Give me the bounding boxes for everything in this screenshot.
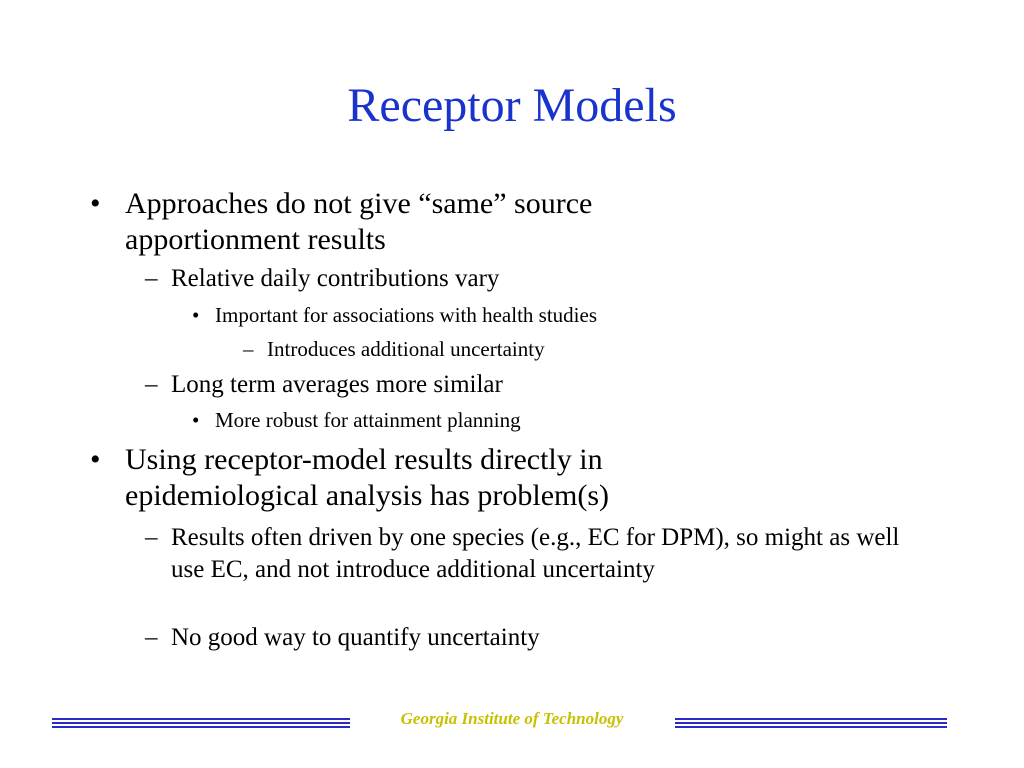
bullet-text: Important for associations with health studies <box>215 303 598 327</box>
bullet-marker: • <box>192 408 200 432</box>
bullet-text: Introduces additional uncertainty <box>267 337 545 361</box>
footer-institution: Georgia Institute of Technology <box>400 709 624 728</box>
bullet-text: No good way to quantify uncertainty <box>171 624 540 651</box>
bullet-marker: – <box>145 524 158 551</box>
slide-title: Receptor Models <box>347 79 677 132</box>
bullet-marker: – <box>243 337 254 361</box>
footer-right-rule <box>675 718 947 727</box>
bullet-marker: – <box>145 265 158 292</box>
bullet-marker: • <box>90 443 101 476</box>
bullet-marker: • <box>90 187 101 220</box>
bullet-marker: – <box>145 624 158 651</box>
bullet-text: Using receptor-model results directly in epidemiological analysis has problem(s) <box>125 443 610 512</box>
footer-left-rule <box>52 718 350 727</box>
bullet-marker: – <box>145 371 158 398</box>
bullet-text: Approaches do not give “same” source apportionment results <box>125 187 593 256</box>
bullet-text: Long term averages more similar <box>171 371 503 398</box>
bullet-marker: • <box>192 303 200 327</box>
bullet-text: Relative daily contributions vary <box>171 265 500 292</box>
bullet-text: More robust for attainment planning <box>215 408 521 432</box>
bullet-text: Results often driven by one species (e.g., EC for DPM), so might as well use EC, and not introduce additional uncertainty <box>171 524 900 583</box>
